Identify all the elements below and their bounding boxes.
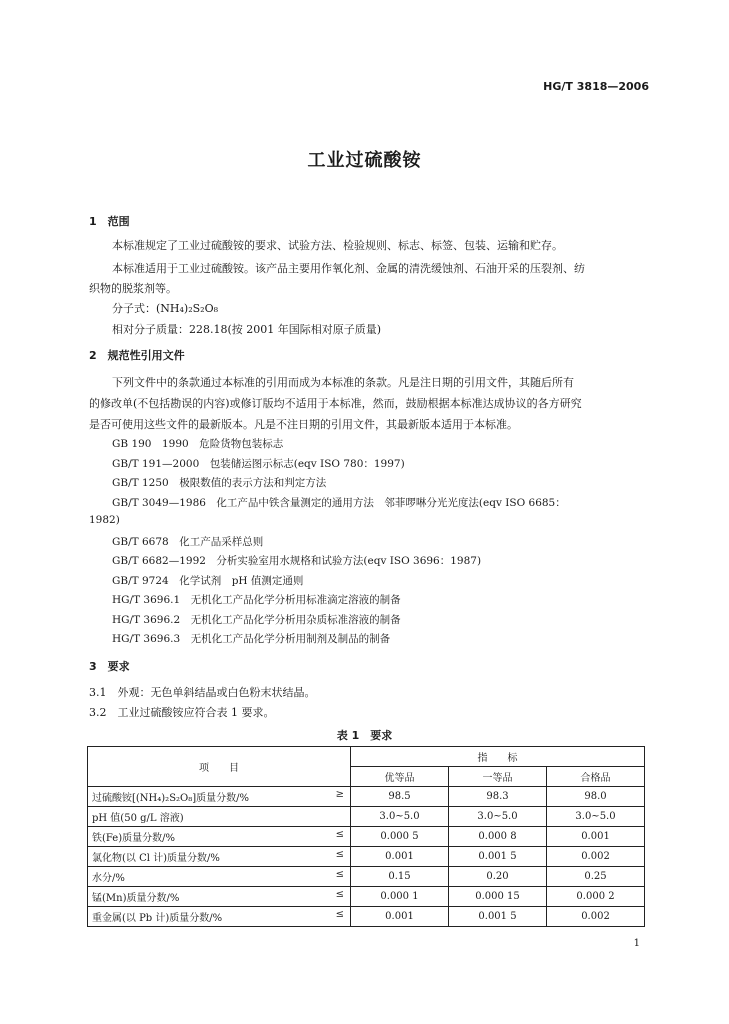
table-row — [88, 887, 645, 907]
value-cell: 0.000 15 — [449, 887, 547, 907]
reference-item: GB/T 9724 化学试剂 pH 值测定通则 — [112, 575, 304, 587]
row-item-label: 铁(Fe)质量分数/% — [92, 833, 175, 844]
row-item-label: 重金属(以 Pb 计)质量分数/% — [92, 913, 223, 924]
clause-3-1: 3.1 外观：无色单斜结晶或白色粉末状结晶。 — [89, 686, 316, 699]
value-cell: 3.0~5.0 — [449, 807, 547, 827]
molecular-mass: 相对分子质量：228.18(按 2001 年国际相对原子质量) — [112, 323, 382, 336]
grade-header: 合格品 — [547, 767, 645, 787]
document-title: 工业过硫酸铵 — [307, 150, 422, 171]
section-3-heading: 3 要求 — [89, 660, 130, 673]
reference-item: GB/T 6678 化工产品采样总则 — [112, 536, 264, 548]
page-number: 1 — [633, 938, 640, 949]
value-cell: 0.20 — [449, 867, 547, 887]
reference-item: GB/T 3049—1986 化工产品中铁含量测定的通用方法 邻菲啰啉分光光度法(eqv ISO 6685： — [112, 497, 566, 509]
table-row — [88, 847, 645, 867]
value-cell: 0.000 1 — [351, 887, 449, 907]
comparison-symbol: ≥ — [335, 789, 344, 800]
value-cell: 0.000 5 — [351, 827, 449, 847]
grade-header: 一等品 — [449, 767, 547, 787]
value-cell: 3.0~5.0 — [547, 807, 645, 827]
value-cell: 0.002 — [547, 907, 645, 927]
value-cell: 0.001 — [351, 847, 449, 867]
row-item-label: 过硫酸铵[(NH₄)₂S₂O₈]质量分数/% — [92, 793, 250, 804]
row-item-cell — [88, 787, 351, 807]
value-cell: 0.001 — [547, 827, 645, 847]
value-cell: 98.0 — [547, 787, 645, 807]
comparison-symbol: ≤ — [335, 849, 344, 860]
table-row — [88, 827, 645, 847]
comparison-symbol: ≤ — [335, 869, 344, 880]
row-item-cell — [88, 887, 351, 907]
section-1-paragraph-1: 本标准规定了工业过硫酸铵的要求、试验方法、检验规则、标志、标签、包装、运输和贮存。 — [112, 239, 563, 252]
value-cell: 3.0~5.0 — [351, 807, 449, 827]
value-cell: 0.001 5 — [449, 847, 547, 867]
table-row — [88, 787, 645, 807]
reference-item: GB/T 1250 极限数值的表示方法和判定方法 — [112, 477, 327, 489]
reference-item-continuation: 1982) — [89, 514, 120, 526]
value-cell: 0.001 — [351, 907, 449, 927]
section-1-paragraph-2-line-2: 织物的脱浆剂等。 — [89, 282, 177, 295]
value-cell: 98.5 — [351, 787, 449, 807]
value-cell: 0.15 — [351, 867, 449, 887]
value-cell: 0.000 2 — [547, 887, 645, 907]
row-item-cell — [88, 867, 351, 887]
comparison-symbol: ≤ — [335, 829, 344, 840]
table-row — [88, 807, 645, 827]
value-cell: 0.001 5 — [449, 907, 547, 927]
reference-item: GB/T 6682—1992 分析实验室用水规格和试验方法(eqv ISO 3696：1987) — [112, 555, 482, 567]
row-item-label: 锰(Mn)质量分数/% — [92, 893, 180, 904]
reference-item: GB/T 191—2000 包装储运图示标志(eqv ISO 780：1997) — [112, 458, 405, 470]
value-cell: 0.002 — [547, 847, 645, 867]
row-item-label: 水分/% — [92, 873, 125, 884]
row-item-cell — [88, 807, 351, 827]
grade-header: 优等品 — [351, 767, 449, 787]
reference-item: HG/T 3696.2 无机化工产品化学分析用杂质标准溶液的制备 — [112, 614, 401, 626]
reference-item: GB 190 1990 危险货物包装标志 — [112, 438, 284, 450]
row-item-cell — [88, 907, 351, 927]
reference-item: HG/T 3696.1 无机化工产品化学分析用标准滴定溶液的制备 — [112, 594, 401, 606]
value-cell: 0.000 8 — [449, 827, 547, 847]
section-2-paragraph-line-1: 下列文件中的条款通过本标准的引用而成为本标准的条款。凡是注日期的引用文件，其随后所有 — [112, 376, 574, 389]
molecular-formula: 分子式：(NH₄)₂S₂O₈ — [112, 302, 218, 315]
table-row — [88, 867, 645, 887]
row-item-label: 氯化物(以 Cl 计)质量分数/% — [92, 853, 220, 864]
table-caption: 表 1 要求 — [336, 729, 393, 742]
standard-code: HG/T 3818—2006 — [543, 80, 649, 93]
column-header-index: 指 标 — [351, 747, 645, 767]
reference-item: HG/T 3696.3 无机化工产品化学分析用制剂及制品的制备 — [112, 633, 391, 645]
row-item-cell — [88, 827, 351, 847]
section-1-paragraph-2-line-1: 本标准适用于工业过硫酸铵。该产品主要用作氧化剂、金属的清洗缓蚀剂、石油开采的压裂剂、纺 — [112, 262, 585, 275]
clause-3-2: 3.2 工业过硫酸铵应符合表 1 要求。 — [89, 706, 275, 719]
section-1-heading: 1 范围 — [89, 215, 130, 228]
comparison-symbol: ≤ — [335, 889, 344, 900]
section-2-paragraph-line-2: 的修改单(不包括勘误的内容)或修订版均不适用于本标准，然而，鼓励根据本标准达成协议的各方研究 — [89, 397, 582, 410]
column-header-item: 项 目 — [88, 747, 351, 787]
section-2-heading: 2 规范性引用文件 — [89, 349, 185, 362]
value-cell: 0.25 — [547, 867, 645, 887]
comparison-symbol: ≤ — [335, 909, 344, 920]
section-2-paragraph-line-3: 是否可使用这些文件的最新版本。凡是不注日期的引用文件，其最新版本适用于本标准。 — [89, 418, 518, 431]
row-item-cell — [88, 847, 351, 867]
requirements-table — [87, 746, 645, 927]
table-row — [88, 907, 645, 927]
row-item-label: pH 值(50 g/L 溶液) — [92, 813, 184, 824]
value-cell: 98.3 — [449, 787, 547, 807]
